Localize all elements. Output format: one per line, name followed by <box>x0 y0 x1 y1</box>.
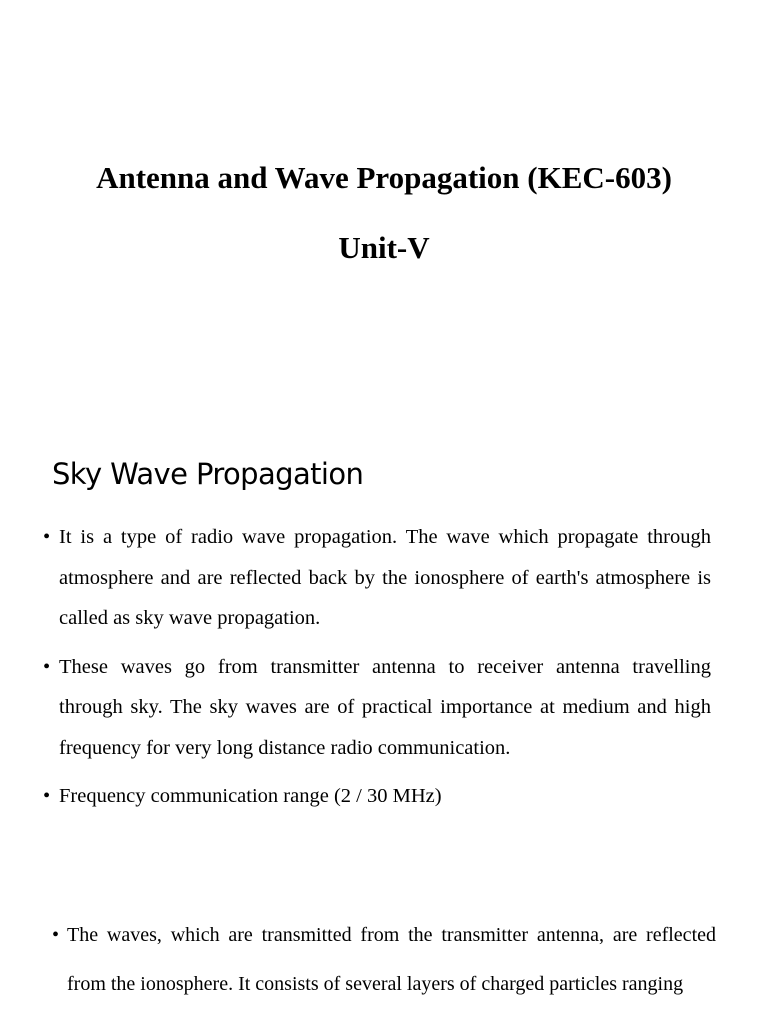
course-title: Antenna and Wave Propagation (KEC-603) <box>96 160 672 195</box>
next-bullet-list <box>52 911 716 1009</box>
bullet-icon: • <box>43 655 51 678</box>
section-heading: Sky Wave Propagation <box>52 457 364 491</box>
bullet-text: These waves go from transmitter antenna to receiver antenna travelling through sky. The sky waves are of practical importance at medium and high frequency for very long distance radio communication. <box>59 655 711 759</box>
bullet-icon: • <box>43 526 51 548</box>
bullet-text: It is a type of radio wave propagation. The wave which propagate through atmosphere and are reflected back by the ionosphere of earth's atmosphere is called as sky wave propagation. <box>59 526 711 629</box>
bullet-icon: • <box>43 785 51 807</box>
unit-title: Unit-V <box>338 230 430 265</box>
bullet-text: The waves, which are transmitted from the transmitter antenna, are reflected from the ionosphere. It consists of several layers of charged particles ranging <box>67 924 716 995</box>
title-block <box>0 150 768 276</box>
bullet-icon: • <box>52 924 60 946</box>
bullet-text: Frequency communication range (2 / 30 MHz) <box>59 785 442 807</box>
list-item <box>52 911 716 1009</box>
list-item <box>43 517 711 639</box>
list-item <box>43 776 711 817</box>
bullet-list <box>43 517 711 825</box>
list-item <box>43 647 711 769</box>
